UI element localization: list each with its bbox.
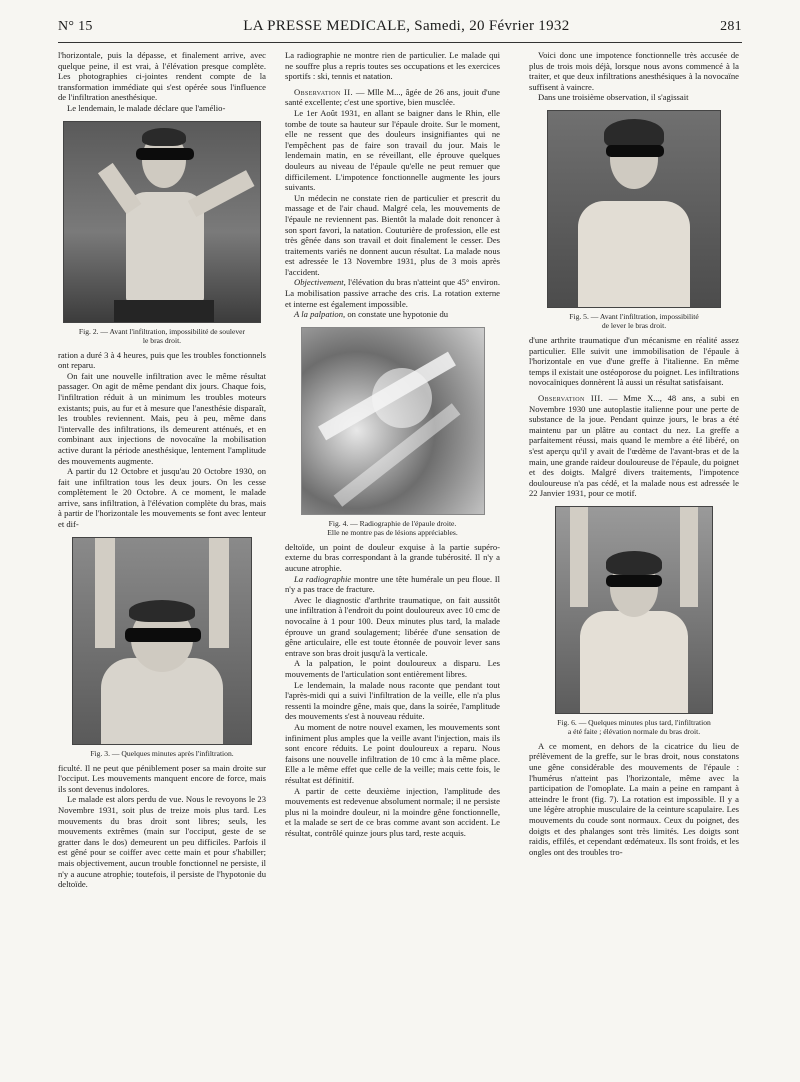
paragraph: Le 1er Août 1931, en allant se baigner dans le Rhin, elle tombe de toute sa hauteur sur l'épaule droite. Sur le moment, elle ne ressent que des douleurs insignifiantes qui ne l'empêchent pas de faire son travail du jour. Mais le lendemain matin, en se réveillant, elle éprouve quelques douleurs au niveau de l'épaule qu'elle ne peut remuer que difficilement. L'impotence fonctionnelle augmente les jours suivants.	[285, 107, 500, 193]
observation-label: Observation II.	[294, 86, 354, 97]
italic-lead: Objectivement,	[294, 277, 346, 288]
paragraph: Au moment de notre nouvel examen, les mouvements sont infiniment plus amples que la veille avant l'injection, mais ils sont encore réduits. Le point douloureux a reparu. Nous faisons une nouvelle infiltration de 10 cmc à la même place. Elle a le même effet que celle de la veille; mais cette fois, le résultat est définitif.	[285, 721, 500, 785]
journal-title: LA PRESSE MEDICALE, Samedi, 20 Février 1932	[243, 18, 570, 34]
figure-2	[58, 121, 266, 345]
figure-5-caption	[529, 312, 739, 330]
figure-2-photo	[63, 121, 261, 323]
paragraph	[285, 277, 500, 309]
paragraph: A partir du 12 Octobre et jusqu'au 20 Octobre 1930, on fait une infiltration tous les deux jours. On les cesse complètement le 20 Octobre. A ce moment, le malade arrive, sans infiltration, à l'élévation complète du bras, mais à partir de l'horizontale les mouvements se font avec lenteur et dif-	[58, 466, 266, 530]
paragraph-text: l'élévation du bras n'atteint que 45° environ. La mobilisation passive arrache des cris. La rotation externe et interne est également impossible.	[285, 277, 500, 309]
paragraph: Le malade est alors perdu de vue. Nous le revoyons le 23 Novembre 1931, soit plus de treize mois plus tard. Les mouvements du bras droit sont libres; seuls, les mouvements extrêmes (main sur l'occiput, geste de se gratter dans le dos) demeurent un peu difficiles. Parfois il est gêné pour se coiffer avec cette main et pour s'habiller; mais objectivement, aucun trouble fonctionnel ne persiste, il n'y a aucune atrophie; toutefois, il persiste de l'hypotonie du deltoïde.	[58, 794, 266, 890]
figure-3-caption	[58, 749, 266, 758]
paragraph: Le lendemain, le malade déclare que l'amélio-	[67, 102, 226, 113]
paragraph: A partir de cette deuxième injection, l'amplitude des mouvements est redevenue absolument normale; il ne persiste plus ni la moindre douleur, ni la moindre gêne fonctionnelle, et la malade se sert de ce bras comme avant son accident. Le résultat, contrôlé quinze jours plus tard, reste acquis.	[285, 785, 500, 838]
paragraph: A ce moment, en dehors de la cicatrice du lieu de prélèvement de la greffe, sur le bras droit, nous constatons une gêne considérable des mouvements de l'épaule : l'humérus n'atteint pas l'horizontale, même avec la participation de l'omoplate. La main a peine en rampant à atteindre le front (fig. 7). La rotation est impossible. Il y a une légère atrophie musculaire de la ceinture scapulaire. Les mouvements du coude sont normaux. Ceux du poignet, des doigts et des phalanges sont très limités. Les doigts sont raidis, effilés, et cependant œdémateux. Ils sont froids, et les ongles ont des troubles tro-	[529, 740, 739, 857]
paragraph: Un médecin ne constate rien de particulier et prescrit du massage et de l'air chaud. Malgré cela, les mouvements de l'épaule ne reviennent pas. Bientôt la malade doit renoncer à son sport favori, la natation. Couturière de profession, elle est très gênée dans son travail et doit finalement le cesser. Des traitements variés ne donnent aucun résultat. La malade nous est adressée le 13 Novembre 1931, plus de 3 mois après l'accident.	[285, 192, 500, 277]
figure-2-caption	[58, 327, 266, 345]
paragraph: On fait une nouvelle infiltration avec le même résultat passager. On agit de même pendant dix jours. Chaque fois, l'infiltration réduit à un minimum les troubles moteurs existants; puis, au fur et à mesure que l'anesthésie disparaît, les troubles reviennent. Mais, peu à peu, même dans l'intervalle des infiltrations, ils demeurent atténués, et en combinant aux injections de novocaïne la mobilisation active durant la période anesthésique, lentement l'amplitude des mouvements augmente.	[58, 370, 266, 466]
column-3	[529, 50, 739, 1070]
italic-lead: La radiographie	[294, 573, 352, 584]
paragraph: Avec le diagnostic d'arthrite traumatique, on fait aussitôt une infiltration à l'endroit du point douloureux avec 10 cmc de novocaïne à 1 pour 100. Deux minutes plus tard, la malade éprouve un grand soulagement; libérée d'une sensation de gêne articulaire, elle est toute étonnée de pouvoir lever sans entrave son bras droit jusqu'à la verticale.	[285, 594, 500, 658]
figure-4-xray	[301, 327, 485, 515]
caption-line: Fig. 6. — Quelques minutes plus tard, l'infiltration	[557, 717, 711, 727]
caption-line: Fig. 3. — Quelques minutes après l'infiltration.	[90, 748, 234, 758]
figure-6-photo	[555, 506, 713, 714]
column-1	[58, 50, 266, 1070]
observation-text: — Mlle M..., âgée de 26 ans, jouit d'une santé excellente; c'est une sportive, bien musclée.	[285, 86, 500, 108]
figure-3-photo	[72, 537, 252, 745]
issue-number: N° 15	[58, 19, 93, 34]
observation-heading	[285, 87, 500, 108]
figure-5-photo	[547, 110, 721, 308]
figure-3	[58, 537, 266, 758]
caption-line: Fig. 5. — Avant l'infiltration, impossibilité	[569, 311, 699, 321]
observation-heading	[529, 393, 739, 499]
paragraph: Le lendemain, la malade nous raconte que pendant tout l'après-midi qui a suivi l'infiltration de la veille, elle n'a plus ressenti la moindre gêne, mais que, dans la soirée, l'amplitude des mouvements s'est à nouveau réduite.	[285, 679, 500, 722]
figure-6-caption	[529, 718, 739, 736]
caption-line: Fig. 4. — Radiographie de l'épaule droite.	[328, 518, 457, 528]
caption-line: a été faite ; élévation normale du bras droit.	[567, 726, 701, 736]
page-header	[58, 18, 742, 43]
paragraph: La radiographie ne montre rien de particulier. Le malade qui ne souffre plus a repris toutes ses occupations et les exercices sportifs : ski, tennis et natation.	[285, 50, 500, 82]
caption-line: de lever le bras droit.	[601, 320, 667, 330]
paragraph-text: on constate une hypotonie du	[345, 309, 449, 320]
paragraph: A la palpation, le point douloureux a disparu. Les mouvements de l'articulation sont entièrement libres.	[285, 658, 500, 679]
caption-line: Fig. 2. — Avant l'infiltration, impossibilité de soulever	[78, 326, 246, 336]
figure-5	[529, 110, 739, 330]
column-2	[285, 50, 500, 1070]
paragraph	[285, 574, 500, 595]
figure-4	[285, 327, 500, 537]
paragraph: Dans une troisième observation, il s'agissait	[538, 92, 689, 103]
paragraph: l'horizontale, puis la dépasse, et finalement arrive, avec quelque peine, il est vrai, à l'élévation presque complète. Les photographies ci-jointes rendent compte de la transformation immédiate qui s'est opérée sous l'influence de l'infiltration anesthésique.	[58, 50, 266, 103]
figure-4-caption	[285, 519, 500, 537]
paragraph: deltoïde, un point de douleur exquise à la partie supéro-externe du bras correspondant à la grande tubérosité. Il n'y a aucune atrophie.	[285, 541, 500, 574]
caption-line: le bras droit.	[142, 335, 182, 345]
caption-line: Elle ne montre pas de lésions appréciables.	[327, 527, 458, 537]
paragraph	[285, 309, 500, 320]
paragraph: ficulté. Il ne peut que péniblement poser sa main droite sur l'occiput. Les mouvements manquent encore de force, mais ils sont devenus indolores.	[58, 762, 266, 794]
paragraph: Voici donc une impotence fonctionnelle très accusée de plus de trois mois déjà, lorsque nous avons commencé à la traiter, et que deux infiltrations anesthésiques à la novocaïne suffisent à vaincre.	[529, 50, 739, 92]
paragraph: d'une arthrite traumatique d'un mécanisme en réalité assez particulier. Elle suivit une immobilisation de l'épaule à l'horizontale en vue d'une greffe à l'italienne. En même temps il existait une ostéoporose du poignet. Les infiltrations novocaïniques donnèrent là aussi un résultat satisfaisant.	[529, 334, 739, 388]
paragraph: ration a duré 3 à 4 heures, puis que les troubles fonctionnels ont reparu.	[58, 349, 266, 371]
italic-lead: A la palpation,	[294, 309, 346, 320]
observation-text: — Mme X..., 48 ans, a subi en Novembre 1930 une autoplastie italienne pour une perte de substance de la joue. Pendant quinze jours, le bras a été maintenu par un plâtre au contact du nez. La greffe a parfaitement réussi, mais quand le membre a été libéré, on s'est aperçu qu'il y avait de l'œdème de l'avant-bras et de la main, une grande raideur douloureuse de l'épaule, du poignet et des doigts. Malgré divers traitements, l'impotence douloureuse n'a pas cédé, et la malade nous est adressée le 22 Janvier 1931, pour ce motif.	[529, 392, 739, 499]
page-number: 281	[720, 19, 742, 34]
observation-label: Observation III.	[538, 392, 604, 403]
paragraph-text: montre une tête humérale un peu floue. Il n'y a pas trace de fracture.	[285, 573, 500, 595]
figure-6	[529, 506, 739, 736]
